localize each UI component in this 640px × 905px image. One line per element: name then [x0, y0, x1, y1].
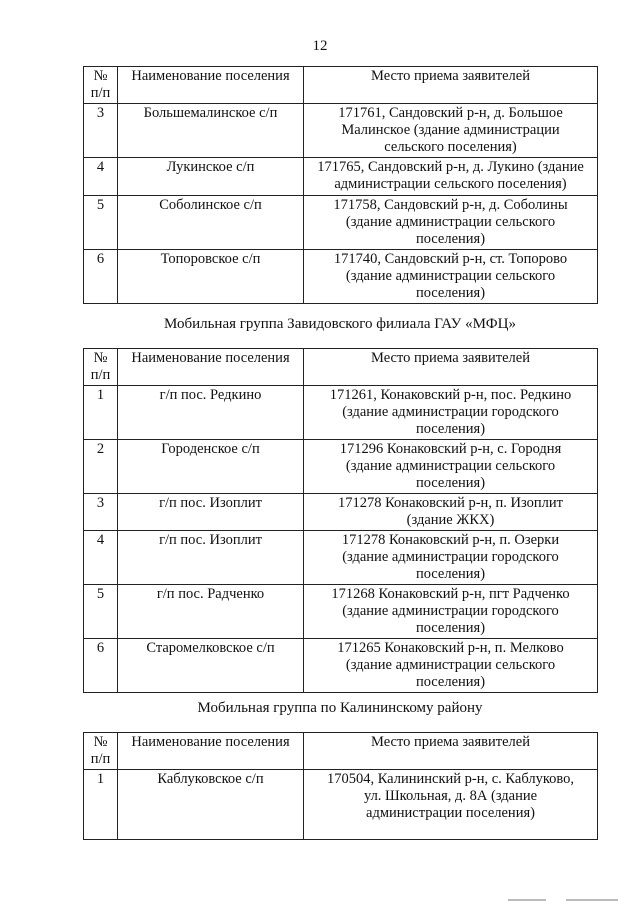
header-name: Наименование поселения: [118, 67, 304, 104]
table-header-row: [84, 733, 598, 770]
row-name: Каблуковское с/п: [118, 770, 304, 840]
header-place: Место приема заявителей: [304, 67, 598, 104]
row-num: 1: [84, 770, 118, 840]
table-sandovsky: [83, 66, 598, 304]
row-place: 171296 Конаковский р-н, с. Городня (здание администрации сельского поселения): [304, 440, 598, 494]
row-num: 3: [84, 104, 118, 158]
row-name: Городенское с/п: [118, 440, 304, 494]
row-num: 3: [84, 494, 118, 531]
header-num: № п/п: [84, 733, 118, 770]
table-row: [84, 158, 598, 196]
table-row: [84, 250, 598, 304]
row-place: 171278 Конаковский р-н, п. Озерки (здание администрации городского поселения): [304, 531, 598, 585]
section-title-kalinin: Мобильная группа по Калининскому району: [197, 700, 483, 716]
row-num: 1: [84, 386, 118, 440]
row-name: г/п пос. Радченко: [118, 585, 304, 639]
row-name: г/п пос. Редкино: [118, 386, 304, 440]
row-num: 4: [84, 158, 118, 196]
table-row: [84, 440, 598, 494]
row-place: 170504, Калининский р-н, с. Каблуково, ул. Школьная, д. 8А (здание администрации поселения): [304, 770, 598, 840]
table-row: [84, 770, 598, 840]
scan-artifact: [566, 899, 618, 901]
header-place: Место приема заявителей: [304, 349, 598, 386]
scan-artifact: [508, 899, 546, 901]
table-header-row: [84, 349, 598, 386]
row-place: 171278 Конаковский р-н, п. Изоплит (здание ЖКХ): [304, 494, 598, 531]
table-zavidovo: [83, 348, 598, 693]
row-place: 171740, Сандовский р-н, ст. Топорово (здание администрации сельского поселения): [304, 250, 598, 304]
row-place: 171268 Конаковский р-н, пгт Радченко (здание администрации городского поселения): [304, 585, 598, 639]
row-place: 171765, Сандовский р-н, д. Лукино (здание администрации сельского поселения): [304, 158, 598, 196]
header-num: № п/п: [84, 349, 118, 386]
header-name: Наименование поселения: [118, 733, 304, 770]
row-name: Большемалинское с/п: [118, 104, 304, 158]
row-num: 6: [84, 639, 118, 693]
row-name: г/п пос. Изоплит: [118, 494, 304, 531]
row-place: 171761, Сандовский р-н, д. Большое Малинское (здание администрации сельского поселения): [304, 104, 598, 158]
row-num: 5: [84, 585, 118, 639]
table-row: [84, 386, 598, 440]
page-number: 12: [312, 38, 328, 54]
table-row: [84, 585, 598, 639]
header-place: Место приема заявителей: [304, 733, 598, 770]
row-name: Топоровское с/п: [118, 250, 304, 304]
header-num: № п/п: [84, 67, 118, 104]
table-row: [84, 104, 598, 158]
table-row: [84, 639, 598, 693]
table-row: [84, 494, 598, 531]
row-place: 171758, Сандовский р-н, д. Соболины (здание администрации сельского поселения): [304, 196, 598, 250]
row-name: Соболинское с/п: [118, 196, 304, 250]
row-num: 2: [84, 440, 118, 494]
section-title-zavidovo: Мобильная группа Завидовского филиала ГАУ «МФЦ»: [163, 316, 516, 332]
table-header-row: [84, 67, 598, 104]
row-name: Старомелковское с/п: [118, 639, 304, 693]
row-place: 171265 Конаковский р-н, п. Мелково (здание администрации сельского поселения): [304, 639, 598, 693]
row-name: Лукинское с/п: [118, 158, 304, 196]
table-row: [84, 196, 598, 250]
header-name: Наименование поселения: [118, 349, 304, 386]
row-place: 171261, Конаковский р-н, пос. Редкино (здание администрации городского поселения): [304, 386, 598, 440]
table-kalinin: [83, 732, 598, 840]
table-row: [84, 531, 598, 585]
row-num: 6: [84, 250, 118, 304]
row-num: 5: [84, 196, 118, 250]
row-name: г/п пос. Изоплит: [118, 531, 304, 585]
row-num: 4: [84, 531, 118, 585]
